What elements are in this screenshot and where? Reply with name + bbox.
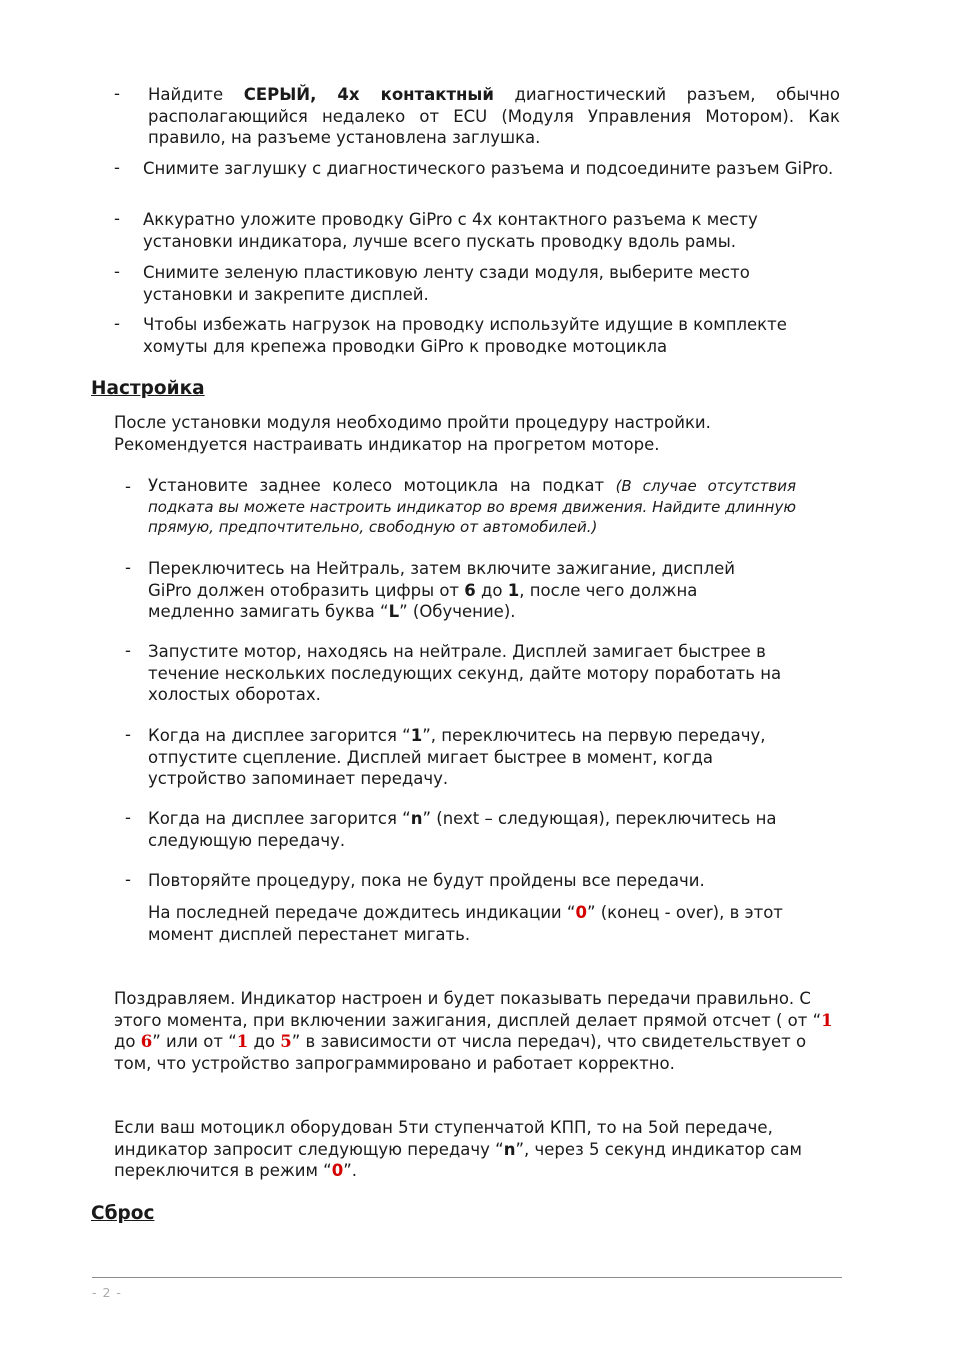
setup-step-first-gear: Когда на дисплее загорится “1”, переключитесь на первую передачу, отпустите сцепление. Дисплей мигает быстрее в момент, когда устройство запоминает передачу.: [148, 726, 766, 788]
install-step-3: Аккуратно уложите проводку GiPro с 4х контактного разъема к месту установки индикатора, лучше всего пускать проводку вдоль рамы.: [143, 210, 758, 251]
reset-heading: Сброс: [91, 1203, 155, 1224]
setup-step-stand-note: (В случае отсутствия подката вы можете настроить индикатор во время движения. Найдите длинную прямую, предпочтительно, свободную от автомобилей.): [148, 477, 797, 536]
display-code-over: 0: [575, 903, 587, 922]
congrats-paragraph: Поздравляем. Индикатор настроен и будет показывать передачи правильно. С этого момента, при включении зажигания, дисплей делает прямой отсчет ( от “1 до 6” или от “1 до 5” в зависимости от числа передач), что свидетельствует о том, что устройство запрограммировано и работает корректно.: [114, 989, 833, 1073]
setup-step-next-gear: Когда на дисплее загорится “n” (next – следующая), переключитесь на следующую передачу.: [148, 809, 777, 850]
bullet-marker: -: [114, 209, 120, 228]
five-speed-paragraph: Если ваш мотоцикл оборудован 5ти ступенчатой КПП, то на 5ой передаче, индикатор запросит следующую передачу “n”, через 5 секунд индикатор сам переключится в режим “0”.: [114, 1118, 802, 1180]
bullet-marker: -: [114, 262, 120, 281]
bullet-marker: -: [125, 870, 131, 889]
bullet-marker: -: [125, 641, 131, 660]
bullet-marker: -: [114, 84, 120, 103]
install-step-5: Чтобы избежать нагрузок на проводку используйте идущие в комплекте хомуты для крепежа проводки GiPro к проводке мотоцикла: [143, 315, 787, 356]
install-step-4: Снимите зеленую пластиковую ленту сзади модуля, выберите место установки и закрепите дисплей.: [143, 263, 750, 304]
setup-step-repeat: Повторяйте процедуру, пока не будут пройдены все передачи.: [148, 871, 705, 890]
bullet-marker: -: [125, 558, 131, 577]
setup-step-stand: Установите заднее колесо мотоцикла на подкат (В случае отсутствия подката вы можете настроить индикатор во время движения. Найдите длинную прямую, предпочтительно, свободную от автомобилей.): [148, 476, 797, 536]
page-number: - 2 -: [92, 1285, 122, 1300]
setup-step-engine: Запустите мотор, находясь на нейтрале. Дисплей замигает быстрее в течение нескольких последующих секунд, дайте мотору поработать на холостых оборотах.: [148, 642, 782, 704]
connector-highlight: СЕРЫЙ, 4х контактный: [243, 85, 494, 104]
setup-step-repeat-note: На последней передаче дождитесь индикации “0” (конец - over), в этот момент дисплей перестанет мигать.: [148, 903, 783, 944]
bullet-marker: -: [125, 808, 131, 827]
bullet-marker: -: [114, 158, 120, 177]
bullet-marker: -: [125, 725, 131, 744]
setup-heading: Настройка: [91, 378, 205, 399]
install-step-1: Найдите СЕРЫЙ, 4х контактный диагностический разъем, обычно располагающийся недалеко от ECU (Модуля Управления Мотором). Как правило, на разъеме установлена заглушка.: [148, 85, 840, 147]
bullet-marker: -: [125, 477, 131, 496]
setup-step-neutral: Переключитесь на Нейтраль, затем включите зажигание, дисплей GiPro должен отобразить цифры от 6 до 1, после чего должна медленно замигать буква “L” (Обучение).: [148, 559, 736, 621]
footer-divider: [92, 1277, 842, 1278]
bullet-marker: -: [114, 314, 120, 333]
setup-intro: После установки модуля необходимо пройти процедуру настройки. Рекомендуется настраивать индикатор на прогретом моторе.: [114, 413, 711, 454]
install-step-2: Снимите заглушку с диагностического разъема и подсоедините разъем GiPro.: [143, 159, 834, 178]
